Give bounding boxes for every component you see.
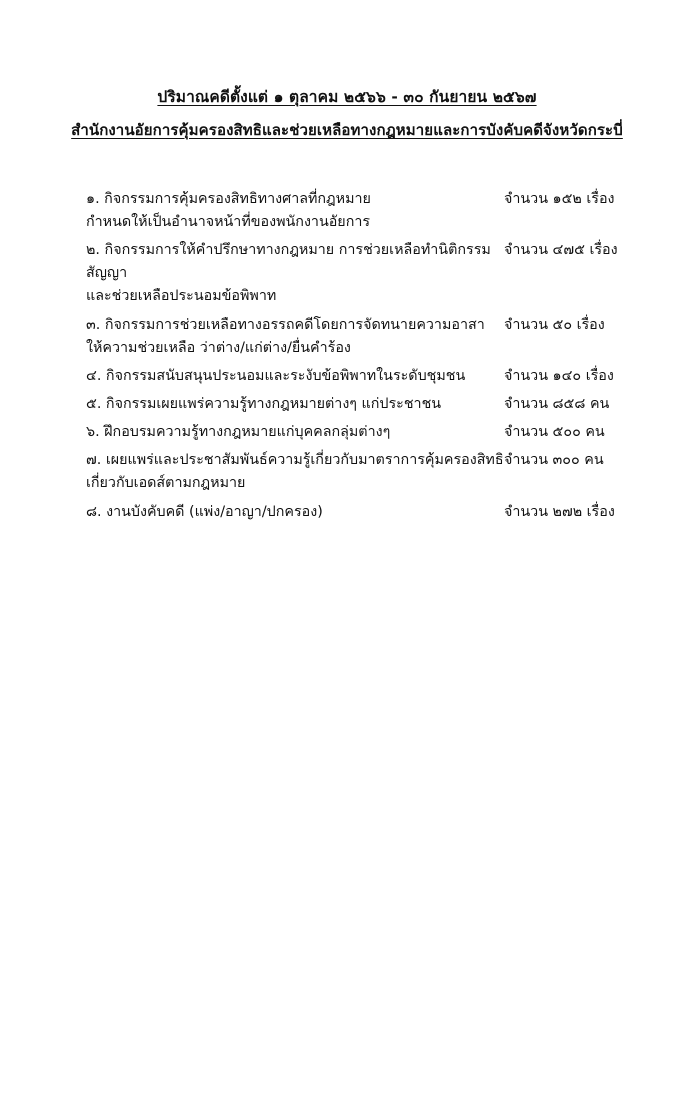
list-item-amount: จำนวน ๕๐๐ คน bbox=[504, 424, 605, 441]
list-item bbox=[86, 188, 644, 234]
list-item-label-cont: ให้ความช่วยเหลือ ว่าต่าง/แก่ต่าง/ยื่นคำร้อง bbox=[86, 339, 351, 356]
list-item-label-cont: เกี่ยวกับเอดส์ตามกฎหมาย bbox=[86, 475, 246, 492]
list-item-text bbox=[86, 239, 506, 308]
list-item-label: ฝึกอบรมความรู้ทางกฎหมายแก่บุคคลกลุ่มต่างๆ bbox=[104, 424, 391, 441]
list-item-label: งานบังคับคดี (แพ่ง/อาญา/ปกครอง) bbox=[106, 503, 323, 520]
list-item bbox=[86, 314, 644, 360]
list-item bbox=[86, 393, 644, 416]
list-item-text bbox=[86, 421, 390, 444]
list-item-number: ๓. bbox=[86, 316, 101, 333]
list-item-text bbox=[86, 188, 371, 234]
list-item-number: ๔. bbox=[86, 367, 102, 384]
list-item-amount: จำนวน ๘๕๘ คน bbox=[504, 396, 610, 412]
title-line-1: ปริมาณคดีตั้งแต่ ๑ ตุลาคม ๒๕๖๖ - ๓๐ กันยายน ๒๕๖๗ bbox=[157, 88, 537, 106]
list-item-text bbox=[86, 393, 441, 416]
list-item-text bbox=[86, 365, 465, 388]
list-item-label: กิจกรรมเผยแพร่ความรู้ทางกฎหมายต่างๆ แก่ประชาชน bbox=[105, 396, 442, 412]
list-item-amount: จำนวน ๓๐๐ คน bbox=[504, 452, 604, 469]
list-item bbox=[86, 449, 644, 495]
list-item-amount: จำนวน ๒๗๒ เรื่อง bbox=[504, 503, 615, 520]
list-item-label-cont: และช่วยเหลือประนอมข้อพิพาท bbox=[86, 288, 277, 305]
list-item-label: กิจกรรมการคุ้มครองสิทธิทางศาลที่กฎหมาย bbox=[104, 190, 371, 207]
list-item-text bbox=[86, 449, 504, 495]
list-item bbox=[86, 421, 644, 444]
list-item-amount: จำนวน ๕๐ เรื่อง bbox=[504, 316, 605, 333]
list-item-number: ๕. bbox=[86, 396, 102, 412]
list-item-label: เผยแพร่และประชาสัมพันธ์ความรู้เกี่ยวกับมาตราการคุ้มครองสิทธิ bbox=[105, 452, 504, 469]
list-item-label: กิจกรรมสนับสนุนประนอมและระงับข้อพิพาทในระดับชุมชน bbox=[105, 367, 466, 384]
list-item bbox=[86, 239, 644, 308]
list-item-amount: จำนวน ๑๕๒ เรื่อง bbox=[504, 190, 615, 207]
document-title-block bbox=[0, 86, 694, 142]
list-item-number: ๖. bbox=[86, 424, 100, 441]
document-page bbox=[0, 86, 694, 1110]
activity-list bbox=[0, 188, 694, 524]
list-item-number: ๒. bbox=[86, 242, 100, 259]
list-item bbox=[86, 365, 644, 388]
list-item-amount: จำนวน ๑๔๐ เรื่อง bbox=[504, 367, 614, 384]
title-line-2: สำนักงานอัยการคุ้มครองสิทธิและช่วยเหลือทางกฎหมายและการบังคับคดีจังหวัดกระบี่ bbox=[71, 121, 623, 140]
list-item-label: กิจกรรมการให้คำปรึกษาทางกฎหมาย การช่วยเหลือทำนิติกรรมสัญญา bbox=[86, 242, 491, 282]
list-item-text bbox=[86, 501, 323, 524]
list-item-number: ๘. bbox=[86, 503, 102, 520]
list-item-number: ๑. bbox=[86, 190, 100, 207]
list-item-amount: จำนวน ๔๗๕ เรื่อง bbox=[504, 242, 618, 259]
list-item bbox=[86, 501, 644, 524]
list-item-number: ๗. bbox=[86, 452, 102, 469]
list-item-label-cont: กำหนดให้เป็นอำนาจหน้าที่ของพนักงานอัยการ bbox=[86, 213, 371, 230]
list-item-text bbox=[86, 314, 485, 360]
list-item-label: กิจกรรมการช่วยเหลือทางอรรถคดีโดยการจัดทนายความอาสา bbox=[104, 316, 485, 333]
